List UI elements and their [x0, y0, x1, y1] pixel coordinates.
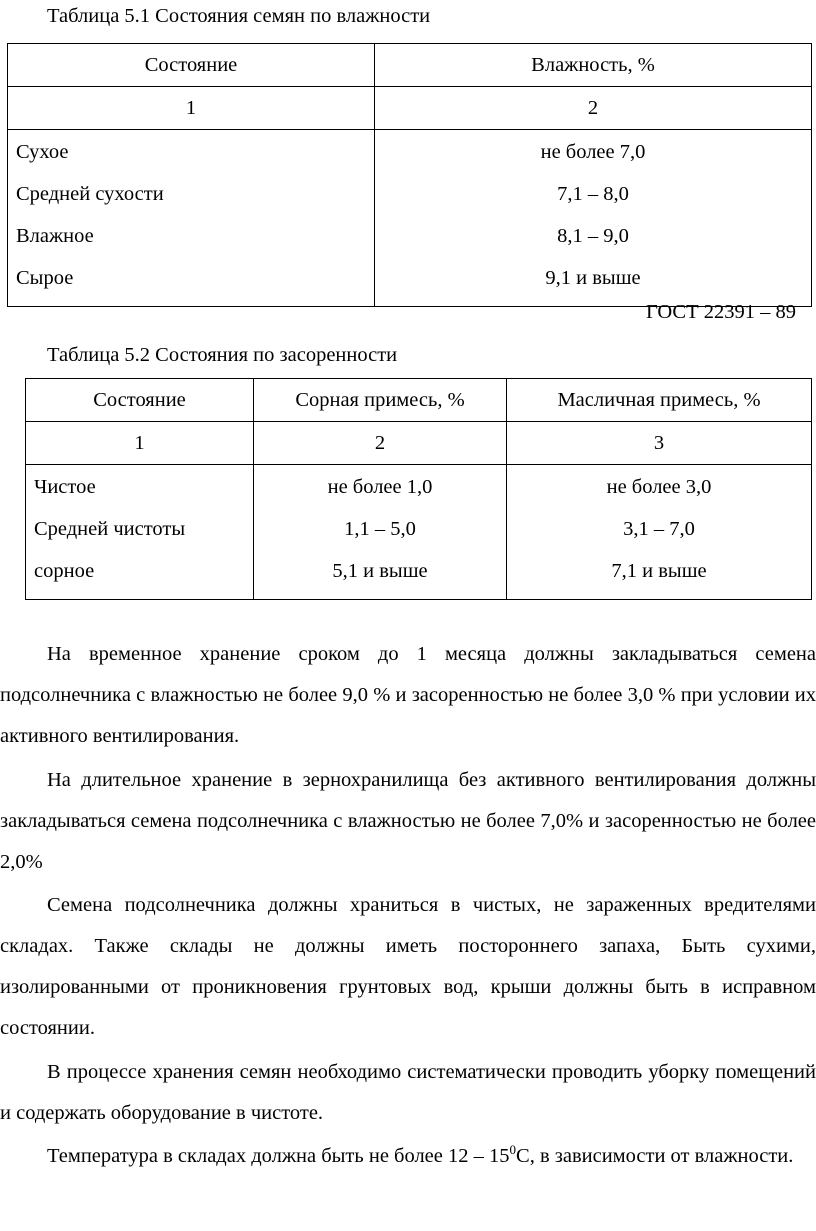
paragraph: На временное хранение сроком до 1 месяца должны закладываться семена подсолнечника с влажностью не более 9,0 % и засоренностью не более 3,0 % при условии их активного вентилирования.	[0, 643, 816, 747]
table2-weed: 1,1 – 5,0	[344, 518, 416, 540]
table2-state: Чистое	[34, 476, 96, 498]
table2-oil: 7,1 и выше	[611, 560, 707, 582]
table2-states-cell	[26, 465, 254, 600]
table2-col-number: 2	[254, 422, 507, 465]
table2-col-number: 1	[26, 422, 254, 465]
table2-header-weed: Сорная примесь, %	[254, 379, 507, 422]
table2-weed-cell	[254, 465, 507, 600]
table2-header-state: Состояние	[26, 379, 254, 422]
table1-header-moisture: Влажность, %	[375, 44, 812, 87]
paragraph: На длительное хранение в зернохранилища без активного вентилирования должны закладываться семена подсолнечника с влажностью не более 7,0% и засоренностью не более 2,0%	[0, 768, 816, 873]
table1-col-number: 1	[8, 87, 375, 130]
table1-state: Влажное	[16, 225, 94, 247]
table1-value: 7,1 – 8,0	[557, 183, 629, 205]
table2-header-oil: Масличная примесь, %	[507, 379, 812, 422]
table2-caption: Таблица 5.2 Состояния по засоренности	[47, 344, 398, 366]
paragraph: Семена подсолнечника должны храниться в чистых, не зараженных вредителями складах. Также склады не должны иметь постороннего запаха, Быть сухими, изолированными от проникновения грунтовых вод, крыши должны быть в исправном состоянии.	[0, 894, 816, 1039]
temperature-text: Температура в складах должна быть не более 12 – 15	[47, 1145, 510, 1167]
table1-state: Сухое	[16, 141, 69, 163]
paragraph: В процессе хранения семян необходимо систематически проводить уборку помещений и содержать оборудование в чистоте.	[0, 1060, 816, 1124]
degree-superscript: 0	[509, 1142, 517, 1157]
table2-weed: не более 1,0	[327, 476, 433, 498]
table1-caption: Таблица 5.1 Состояния семян по влажности	[47, 5, 431, 27]
temperature-paragraph	[0, 1136, 816, 1177]
table2-state: сорное	[34, 560, 95, 582]
table1-state: Сырое	[16, 267, 74, 289]
table1-values-cell	[375, 130, 812, 307]
table2-oil: не более 3,0	[606, 476, 712, 498]
table1	[7, 43, 812, 307]
table1-value: 8,1 – 9,0	[557, 225, 629, 247]
table1-states-cell	[8, 130, 375, 307]
table1-col-number: 2	[375, 87, 812, 130]
table2-weed: 5,1 и выше	[332, 560, 428, 582]
table1-value: не более 7,0	[540, 141, 646, 163]
table2-col-number: 3	[507, 422, 812, 465]
table2-state: Средней чистоты	[34, 518, 186, 540]
temperature-text-end: С, в зависимости от влажности.	[516, 1145, 794, 1167]
table1-source: ГОСТ 22391 – 89	[646, 301, 796, 323]
table1-value: 9,1 и выше	[545, 267, 641, 289]
table2-oil: 3,1 – 7,0	[623, 518, 695, 540]
body-text	[0, 634, 816, 1180]
table2	[25, 378, 812, 600]
table1-header-state: Состояние	[8, 44, 375, 87]
table2-oil-cell	[507, 465, 812, 600]
table1-state: Средней сухости	[16, 183, 164, 205]
